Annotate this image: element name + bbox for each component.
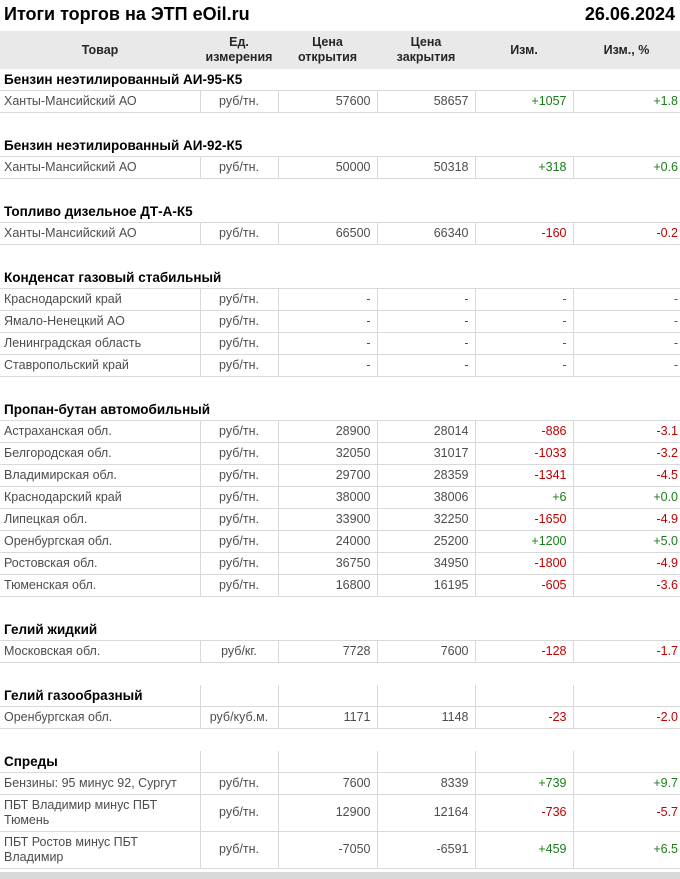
section-title: Бензин неэтилированный АИ-92-К5	[4, 137, 243, 153]
unit-cell: руб/тн.	[200, 486, 278, 508]
report-date: 26.06.2024	[584, 4, 675, 24]
section-spacer-row	[0, 112, 680, 135]
product-cell: ПБТ Ростов минус ПБТ Владимир	[0, 831, 200, 868]
product-cell: Ханты-Мансийский АО	[0, 222, 200, 244]
section-title: Гелий газообразный	[0, 685, 200, 706]
change-cell: +739	[475, 772, 573, 794]
section-title: Спреды	[0, 751, 200, 772]
product-cell: Краснодарский край	[0, 288, 200, 310]
unit-cell: руб/тн.	[200, 288, 278, 310]
open-price-cell: 7600	[278, 772, 377, 794]
table-row	[0, 222, 680, 244]
report-header	[0, 0, 680, 31]
change-cell: -	[475, 288, 573, 310]
close-price-cell: -	[377, 310, 475, 332]
unit-cell: руб/тн.	[200, 332, 278, 354]
empty-cell	[200, 685, 278, 706]
open-price-cell: 66500	[278, 222, 377, 244]
change-cell: +1057	[475, 90, 573, 112]
section-header-row	[0, 201, 680, 222]
change-pct-cell: +1.8	[573, 90, 680, 112]
product-cell: Ленинградская область	[0, 332, 200, 354]
unit-cell: руб/тн.	[200, 574, 278, 596]
column-header-change: Изм.	[475, 31, 573, 69]
change-pct-cell: +0.0	[573, 486, 680, 508]
open-price-cell: 50000	[278, 156, 377, 178]
change-cell: +318	[475, 156, 573, 178]
change-pct-cell: -5.7	[573, 794, 680, 831]
table-row	[0, 486, 680, 508]
unit-cell: руб/тн.	[200, 90, 278, 112]
change-cell: -605	[475, 574, 573, 596]
change-cell: -128	[475, 640, 573, 662]
close-price-cell: 31017	[377, 442, 475, 464]
change-cell: -1650	[475, 508, 573, 530]
change-cell: -886	[475, 420, 573, 442]
empty-cell	[377, 751, 475, 772]
product-cell: Московская обл.	[0, 640, 200, 662]
unit-cell: руб/тн.	[200, 156, 278, 178]
table-header	[0, 31, 680, 69]
product-cell: Липецкая обл.	[0, 508, 200, 530]
column-header-product: Товар	[0, 31, 200, 69]
table-row	[0, 332, 680, 354]
spacer-cell	[0, 178, 680, 201]
product-cell: Бензины: 95 минус 92, Сургут	[0, 772, 200, 794]
section-spacer-row	[0, 178, 680, 201]
product-cell: Ханты-Мансийский АО	[0, 156, 200, 178]
section-title: Топливо дизельное ДТ-А-К5	[4, 203, 193, 219]
change-cell: +1200	[475, 530, 573, 552]
change-pct-cell: -4.9	[573, 552, 680, 574]
product-cell: Владимирская обл.	[0, 464, 200, 486]
table-row	[0, 288, 680, 310]
change-pct-cell: -3.6	[573, 574, 680, 596]
table-row	[0, 464, 680, 486]
product-cell: Ставропольский край	[0, 354, 200, 376]
open-price-cell: -	[278, 288, 377, 310]
next-row-fragment	[0, 872, 680, 879]
change-cell: -736	[475, 794, 573, 831]
close-price-cell: 38006	[377, 486, 475, 508]
table-row	[0, 574, 680, 596]
spacer-cell	[0, 112, 680, 135]
close-price-cell: 28359	[377, 464, 475, 486]
unit-cell: руб/тн.	[200, 222, 278, 244]
change-pct-cell: -	[573, 354, 680, 376]
unit-cell: руб/тн.	[200, 442, 278, 464]
change-pct-cell: -1.7	[573, 640, 680, 662]
section-header-row	[0, 751, 680, 772]
close-price-cell: 58657	[377, 90, 475, 112]
table-row	[0, 640, 680, 662]
spacer-cell	[0, 596, 680, 619]
close-price-cell: -6591	[377, 831, 475, 868]
product-cell: Оренбургская обл.	[0, 706, 200, 728]
table-row	[0, 354, 680, 376]
close-price-cell: -	[377, 288, 475, 310]
close-price-cell: 32250	[377, 508, 475, 530]
spacer-cell	[0, 376, 680, 399]
table-row	[0, 508, 680, 530]
section-spacer-row	[0, 728, 680, 751]
open-price-cell: 57600	[278, 90, 377, 112]
change-pct-cell: +5.0	[573, 530, 680, 552]
change-pct-cell: -4.5	[573, 464, 680, 486]
empty-cell	[377, 685, 475, 706]
close-price-cell: 28014	[377, 420, 475, 442]
unit-cell: руб/тн.	[200, 772, 278, 794]
change-cell: -23	[475, 706, 573, 728]
change-pct-cell: +9.7	[573, 772, 680, 794]
empty-cell	[278, 685, 377, 706]
section-spacer-row	[0, 244, 680, 267]
open-price-cell: 16800	[278, 574, 377, 596]
close-price-cell: 7600	[377, 640, 475, 662]
table-row	[0, 90, 680, 112]
close-price-cell: 34950	[377, 552, 475, 574]
change-cell: +459	[475, 831, 573, 868]
open-price-cell: 12900	[278, 794, 377, 831]
product-cell: Белгородская обл.	[0, 442, 200, 464]
close-price-cell: 8339	[377, 772, 475, 794]
close-price-cell: 50318	[377, 156, 475, 178]
empty-cell	[475, 751, 573, 772]
change-pct-cell: +6.5	[573, 831, 680, 868]
section-header-row	[0, 685, 680, 706]
section-title: Пропан-бутан автомобильный	[4, 401, 211, 417]
unit-cell: руб/тн.	[200, 354, 278, 376]
empty-cell	[475, 685, 573, 706]
change-pct-cell: -4.9	[573, 508, 680, 530]
section-header-row	[0, 619, 680, 640]
column-header-unit: Ед. измерения	[200, 31, 278, 69]
open-price-cell: -	[278, 332, 377, 354]
change-pct-cell: -	[573, 332, 680, 354]
spacer-cell	[0, 662, 680, 685]
section-spacer-row	[0, 376, 680, 399]
unit-cell: руб/тн.	[200, 464, 278, 486]
unit-cell: руб/тн.	[200, 310, 278, 332]
table-header-row	[0, 31, 680, 69]
page-title: Итоги торгов на ЭТП eOil.ru	[4, 4, 250, 24]
table-row	[0, 442, 680, 464]
change-pct-cell: -0.2	[573, 222, 680, 244]
change-cell: -	[475, 354, 573, 376]
close-price-cell: 25200	[377, 530, 475, 552]
section-title: Бензин неэтилированный АИ-95-К5	[4, 71, 243, 87]
unit-cell: руб/тн.	[200, 794, 278, 831]
open-price-cell: 7728	[278, 640, 377, 662]
spacer-cell	[0, 244, 680, 267]
section-spacer-row	[0, 596, 680, 619]
table-row	[0, 706, 680, 728]
empty-cell	[573, 685, 680, 706]
open-price-cell: 28900	[278, 420, 377, 442]
product-cell: Ростовская обл.	[0, 552, 200, 574]
unit-cell: руб/тн.	[200, 552, 278, 574]
close-price-cell: -	[377, 332, 475, 354]
open-price-cell: -	[278, 354, 377, 376]
column-header-open: Цена открытия	[278, 31, 377, 69]
change-cell: -1800	[475, 552, 573, 574]
change-cell: -	[475, 310, 573, 332]
table-row	[0, 794, 680, 831]
close-price-cell: -	[377, 354, 475, 376]
open-price-cell: -7050	[278, 831, 377, 868]
table-row	[0, 530, 680, 552]
product-cell: ПБТ Владимир минус ПБТ Тюмень	[0, 794, 200, 831]
section-header-row	[0, 69, 680, 90]
product-cell: Краснодарский край	[0, 486, 200, 508]
column-header-close: Цена закрытия	[377, 31, 475, 69]
table-row	[0, 831, 680, 868]
empty-cell	[573, 751, 680, 772]
unit-cell: руб/тн.	[200, 831, 278, 868]
table-body	[0, 69, 680, 868]
change-pct-cell: -	[573, 310, 680, 332]
change-cell: -1033	[475, 442, 573, 464]
open-price-cell: 29700	[278, 464, 377, 486]
change-pct-cell: -2.0	[573, 706, 680, 728]
column-header-change-pct: Изм., %	[573, 31, 680, 69]
table-row	[0, 552, 680, 574]
open-price-cell: 24000	[278, 530, 377, 552]
change-cell: -	[475, 332, 573, 354]
product-cell: Астраханская обл.	[0, 420, 200, 442]
change-pct-cell: -3.2	[573, 442, 680, 464]
change-pct-cell: -3.1	[573, 420, 680, 442]
close-price-cell: 12164	[377, 794, 475, 831]
product-cell: Оренбургская обл.	[0, 530, 200, 552]
trading-results-table	[0, 31, 680, 869]
section-title: Гелий жидкий	[4, 621, 98, 637]
change-cell: +6	[475, 486, 573, 508]
section-header-row	[0, 399, 680, 420]
open-price-cell: 32050	[278, 442, 377, 464]
change-pct-cell: -	[573, 288, 680, 310]
table-row	[0, 310, 680, 332]
close-price-cell: 16195	[377, 574, 475, 596]
open-price-cell: 36750	[278, 552, 377, 574]
open-price-cell: 33900	[278, 508, 377, 530]
product-cell: Ямало-Ненецкий АО	[0, 310, 200, 332]
open-price-cell: 38000	[278, 486, 377, 508]
change-cell: -160	[475, 222, 573, 244]
table-row	[0, 772, 680, 794]
empty-cell	[278, 751, 377, 772]
close-price-cell: 66340	[377, 222, 475, 244]
open-price-cell: -	[278, 310, 377, 332]
table-row	[0, 156, 680, 178]
unit-cell: руб/тн.	[200, 420, 278, 442]
change-pct-cell: +0.6	[573, 156, 680, 178]
unit-cell: руб/куб.м.	[200, 706, 278, 728]
unit-cell: руб/кг.	[200, 640, 278, 662]
unit-cell: руб/тн.	[200, 508, 278, 530]
empty-cell	[200, 751, 278, 772]
spacer-cell	[0, 728, 680, 751]
change-cell: -1341	[475, 464, 573, 486]
unit-cell: руб/тн.	[200, 530, 278, 552]
section-spacer-row	[0, 662, 680, 685]
section-title: Конденсат газовый стабильный	[4, 269, 222, 285]
close-price-cell: 1148	[377, 706, 475, 728]
table-row	[0, 420, 680, 442]
open-price-cell: 1171	[278, 706, 377, 728]
section-header-row	[0, 267, 680, 288]
section-header-row	[0, 135, 680, 156]
product-cell: Ханты-Мансийский АО	[0, 90, 200, 112]
product-cell: Тюменская обл.	[0, 574, 200, 596]
